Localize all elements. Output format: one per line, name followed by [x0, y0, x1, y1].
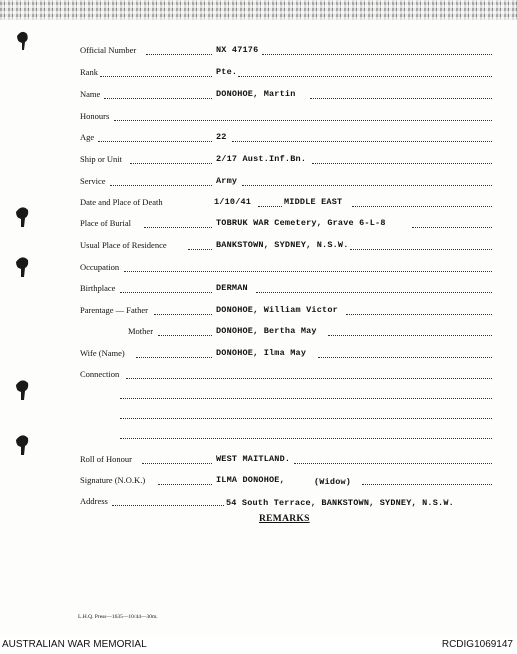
dotted-rule: [312, 162, 492, 164]
dotted-rule: [154, 313, 212, 315]
value-signature: ILMA DONOHOE,: [216, 475, 285, 485]
label-birthplace: Birthplace: [80, 283, 116, 293]
label-wife: Wife (Name): [80, 348, 125, 358]
value-address: 54 South Terrace, BANKSTOWN, SYDNEY, N.S.W.: [226, 498, 454, 508]
value-roll-of-honour: WEST MAITLAND.: [216, 454, 291, 464]
footer-record-id: RCDIG1069147: [441, 639, 513, 650]
remarks-heading: REMARKS: [259, 514, 310, 524]
punch-hole-icon: [14, 377, 30, 401]
value-official-number: NX 47176: [216, 45, 259, 55]
label-official-number: Official Number: [80, 45, 137, 55]
dotted-rule: [242, 184, 492, 186]
label-ship-or-unit: Ship or Unit: [80, 154, 123, 164]
dotted-rule: [130, 162, 212, 164]
label-father: Parentage — Father: [80, 305, 148, 315]
value-age: 22: [216, 132, 227, 142]
dotted-rule: [350, 248, 492, 250]
dotted-rule: [98, 140, 212, 142]
value-name: DONOHOE, Martin: [216, 89, 296, 99]
value-mother: DONOHOE, Bertha May: [216, 326, 317, 336]
dotted-rule: [114, 119, 492, 121]
dotted-rule: [158, 483, 212, 485]
dotted-rule: [142, 462, 212, 464]
value-place-of-death: MIDDLE EAST: [284, 197, 343, 207]
value-ship-or-unit: 2/17 Aust.Inf.Bn.: [216, 154, 307, 164]
dotted-rule: [188, 248, 212, 250]
label-address: Address: [80, 496, 108, 506]
dotted-rule: [262, 53, 492, 55]
punch-hole-icon: [14, 28, 30, 52]
dotted-rule: [238, 75, 492, 77]
dotted-rule: [328, 334, 492, 336]
printer-imprint: L.H.Q. Press—1635—10/44—30m.: [78, 614, 158, 620]
label-signature: Signature (N.O.K.): [80, 475, 146, 485]
label-name: Name: [80, 89, 101, 99]
value-service: Army: [216, 176, 238, 186]
dotted-rule: [120, 417, 492, 419]
dotted-rule: [110, 184, 212, 186]
dotted-rule: [346, 313, 492, 315]
punch-hole-icon: [14, 254, 30, 278]
label-honours: Honours: [80, 111, 110, 121]
dotted-rule: [104, 97, 212, 99]
label-rank: Rank: [80, 67, 98, 77]
dotted-rule: [258, 205, 282, 207]
label-occupation: Occupation: [80, 262, 120, 272]
dotted-rule: [120, 397, 492, 399]
scan-edge-texture: [0, 0, 517, 20]
dotted-rule: [144, 226, 212, 228]
value-date-of-death: 1/10/41: [214, 197, 252, 207]
dotted-rule: [256, 291, 492, 293]
value-usual-residence: BANKSTOWN, SYDNEY, N.S.W.: [216, 240, 349, 250]
dotted-rule: [120, 291, 212, 293]
footer-institution: AUSTRALIAN WAR MEMORIAL: [2, 639, 147, 650]
label-connection: Connection: [80, 369, 120, 379]
dotted-rule: [124, 270, 492, 272]
label-place-of-burial: Place of Burial: [80, 218, 131, 228]
value-place-of-burial: TOBRUK WAR Cemetery, Grave 6-L-8: [216, 218, 386, 228]
archive-footer: [0, 636, 517, 654]
value-father: DONOHOE, William Victor: [216, 305, 338, 315]
dotted-rule: [318, 356, 492, 358]
value-birthplace: DERMAN: [216, 283, 248, 293]
dotted-rule: [362, 483, 492, 485]
value-wife: DONOHOE, Ilma May: [216, 348, 307, 358]
label-roll-of-honour: Roll of Honour: [80, 454, 132, 464]
punch-hole-icon: [14, 432, 30, 456]
value-rank: Pte.: [216, 67, 238, 77]
punch-hole-icon: [14, 204, 30, 228]
label-mother: Mother: [128, 326, 154, 336]
dotted-rule: [146, 53, 212, 55]
dotted-rule: [310, 97, 492, 99]
label-service: Service: [80, 176, 106, 186]
label-usual-residence: Usual Place of Residence: [80, 240, 167, 250]
dotted-rule: [232, 140, 492, 142]
dotted-rule: [136, 356, 212, 358]
label-date-place-death: Date and Place of Death: [80, 197, 163, 207]
dotted-rule: [126, 377, 492, 379]
dotted-rule: [100, 75, 212, 77]
label-age: Age: [80, 132, 95, 142]
dotted-rule: [112, 504, 224, 506]
dotted-rule: [412, 226, 492, 228]
dotted-rule: [352, 205, 492, 207]
dotted-rule: [120, 437, 492, 439]
value-signature-relation: (Widow): [314, 477, 352, 487]
dotted-rule: [158, 334, 212, 336]
dotted-rule: [294, 462, 492, 464]
